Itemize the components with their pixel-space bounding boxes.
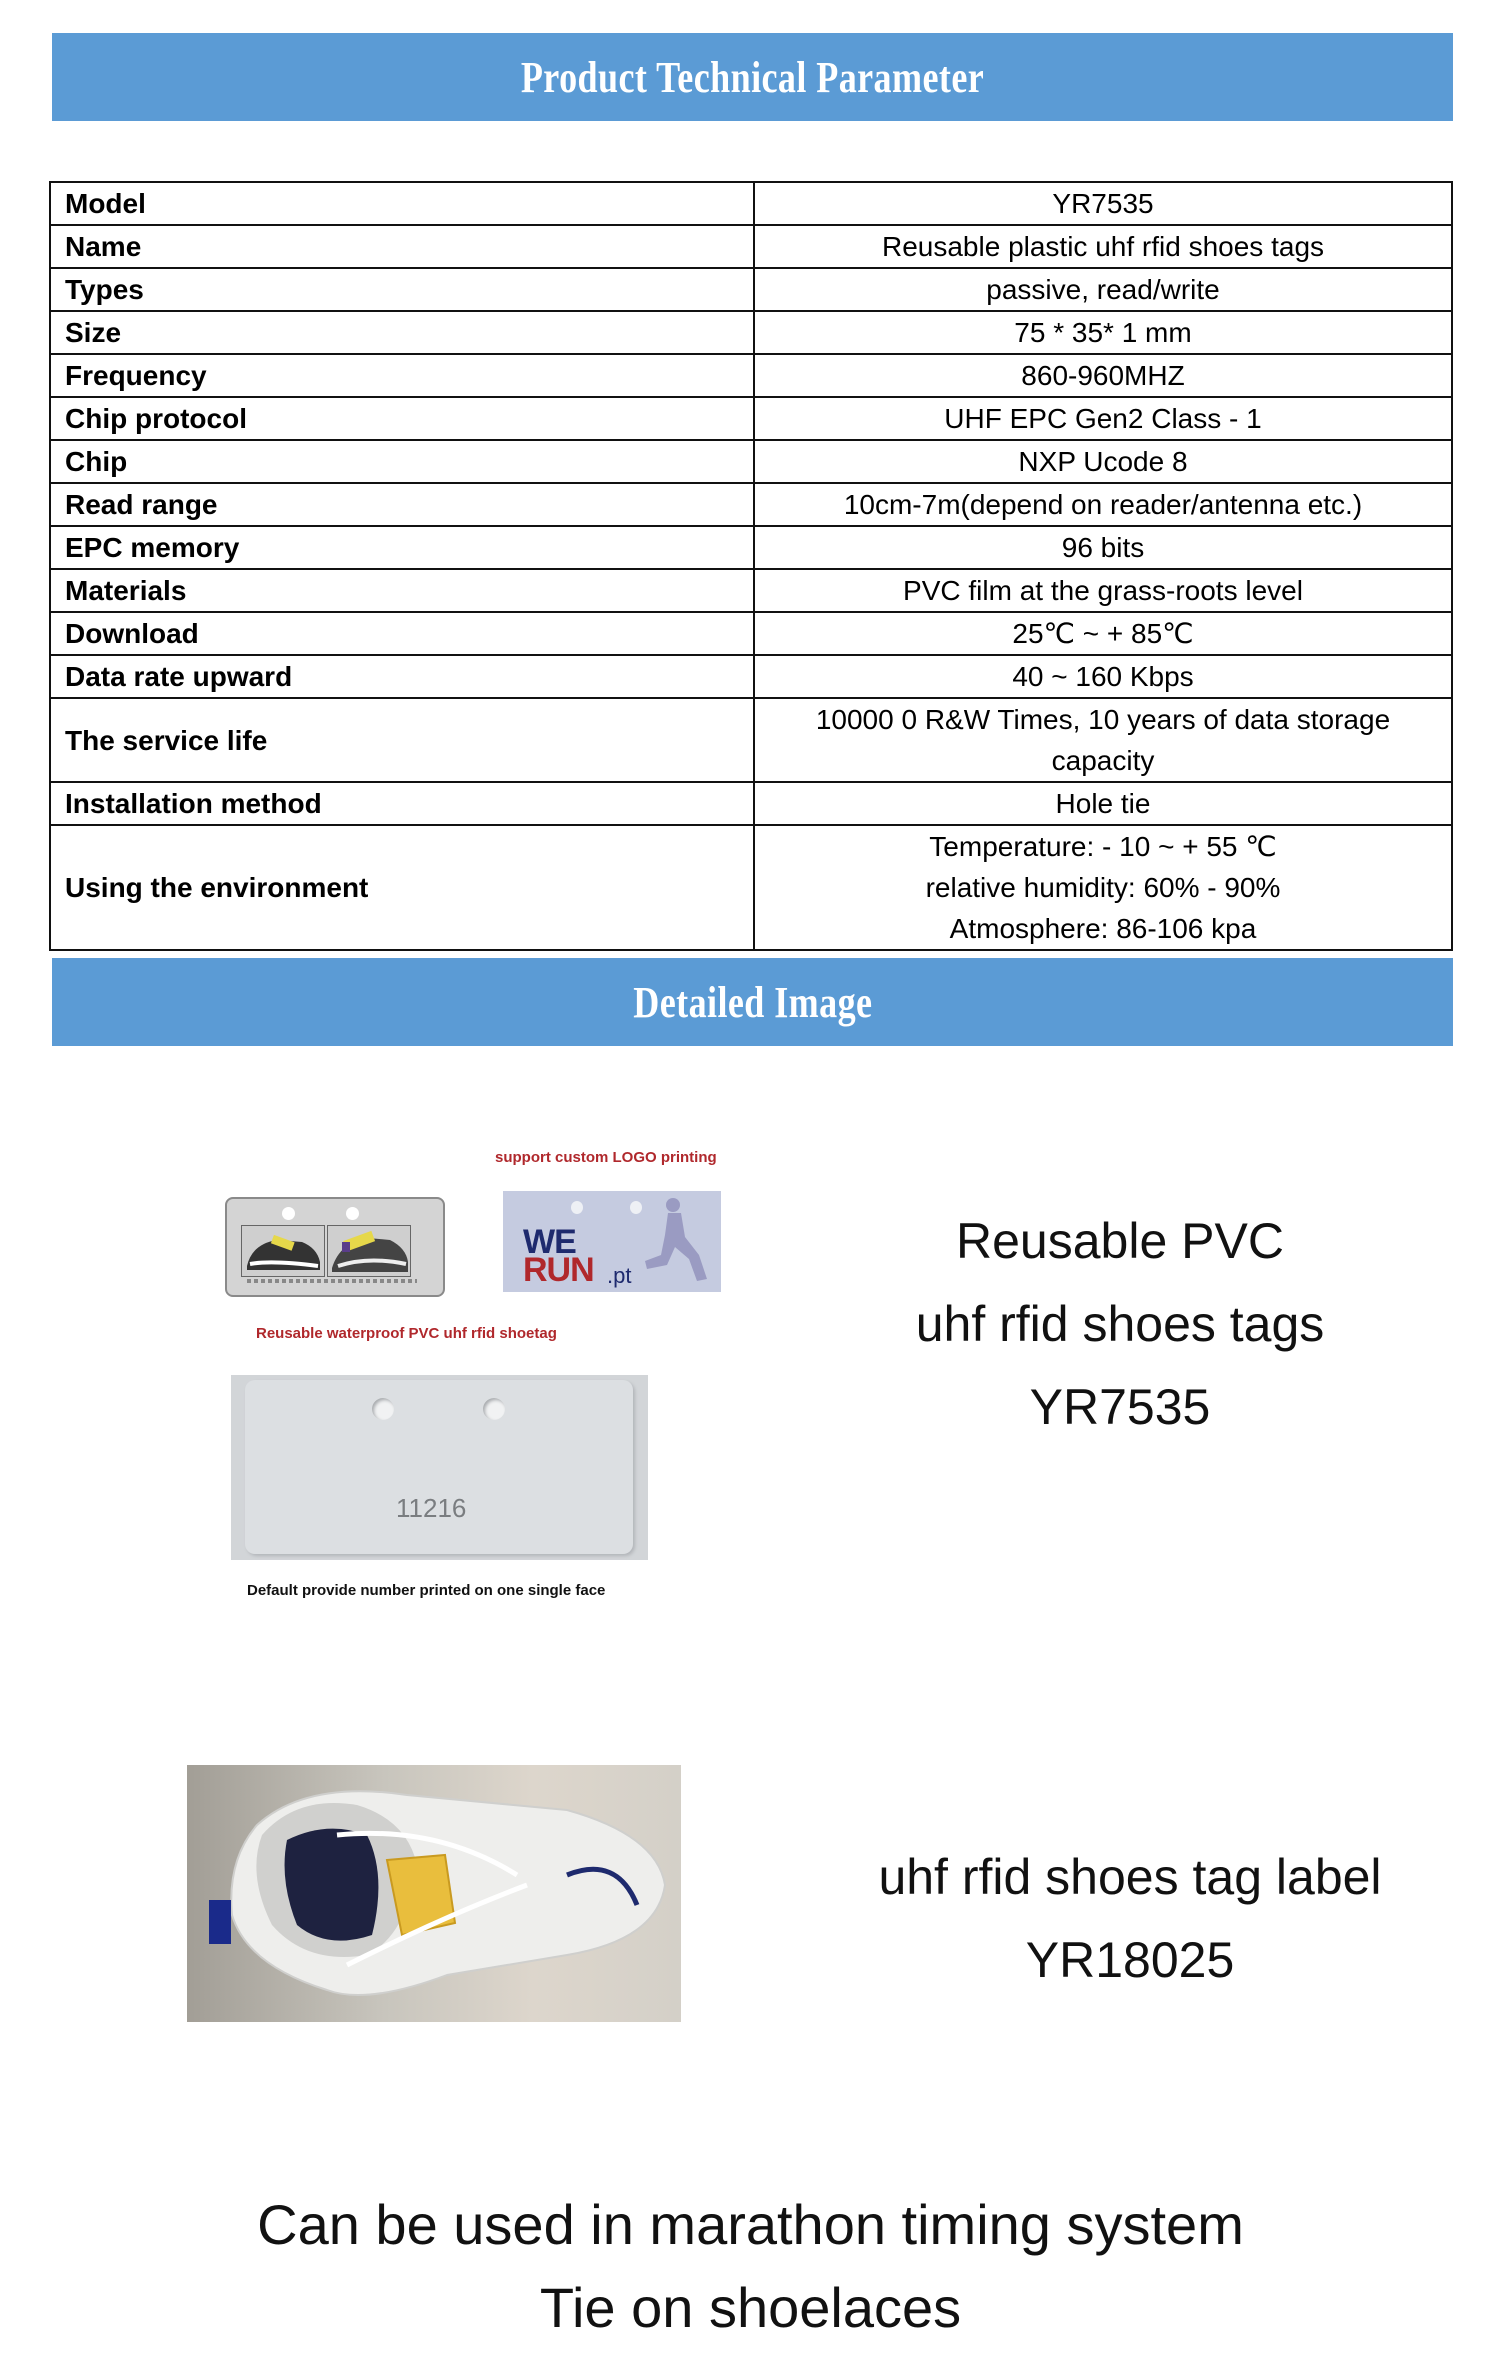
spec-value bbox=[754, 440, 1452, 483]
spec-key: Read range bbox=[50, 483, 754, 526]
runner-silhouette-icon bbox=[633, 1195, 713, 1287]
logo-suffix: .pt bbox=[607, 1263, 632, 1288]
spec-value-line: 10cm-7m(depend on reader/antenna etc.) bbox=[843, 489, 1363, 520]
spec-value bbox=[754, 182, 1452, 225]
spec-value-line: passive, read/write bbox=[986, 274, 1220, 305]
table-row bbox=[50, 526, 1452, 569]
table-row bbox=[50, 612, 1452, 655]
spec-value bbox=[754, 268, 1452, 311]
spec-value-line: 10000 0 R&W Times, 10 years of data storage bbox=[815, 704, 1391, 735]
spec-key: Installation method bbox=[50, 782, 754, 825]
section-header-parameters bbox=[52, 33, 1453, 121]
tag-illustration-shoes bbox=[225, 1197, 445, 1297]
spec-value bbox=[754, 569, 1452, 612]
spec-value-line: UHF EPC Gen2 Class - 1 bbox=[944, 403, 1262, 434]
spec-key: Data rate upward bbox=[50, 655, 754, 698]
spec-value-line: NXP Ucode 8 bbox=[1018, 446, 1188, 477]
spec-key: Frequency bbox=[50, 354, 754, 397]
spec-value-line: 25℃ ~ + 85℃ bbox=[1012, 618, 1194, 649]
table-row bbox=[50, 655, 1452, 698]
shoe-icon bbox=[242, 1226, 324, 1276]
spec-value-line: Hole tie bbox=[1055, 788, 1151, 819]
table-row bbox=[50, 440, 1452, 483]
logo-run: RUN bbox=[523, 1251, 594, 1289]
spec-value bbox=[754, 354, 1452, 397]
table-row bbox=[50, 354, 1452, 397]
spec-key: Model bbox=[50, 182, 754, 225]
spec-value-line: 96 bits bbox=[1061, 532, 1145, 563]
tag-photo-plain bbox=[231, 1375, 648, 1560]
spec-key: Materials bbox=[50, 569, 754, 612]
shoe-with-tag-photo bbox=[187, 1765, 681, 2022]
logo-we: WE bbox=[523, 1223, 576, 1261]
shoe-icon bbox=[328, 1226, 410, 1276]
shoe-icon bbox=[187, 1765, 681, 2022]
product-description-2: uhf rfid shoes tag label YR18025 bbox=[878, 1849, 1382, 1988]
spec-key: Using the environment bbox=[50, 825, 754, 950]
table-row bbox=[50, 268, 1452, 311]
spec-value-line: Reusable plastic uhf rfid shoes tags bbox=[881, 231, 1325, 262]
spec-key: The service life bbox=[50, 698, 754, 782]
spec-value-line: Atmosphere: 86-106 kpa bbox=[949, 913, 1257, 944]
tag-number: 11216 bbox=[396, 1493, 467, 1523]
table-row bbox=[50, 483, 1452, 526]
spec-value bbox=[754, 311, 1452, 354]
spec-key: Chip protocol bbox=[50, 397, 754, 440]
table-row bbox=[50, 782, 1452, 825]
tag-photo-custom-logo bbox=[503, 1191, 721, 1292]
usage-note: Can be used in marathon timing system Tie on shoelaces bbox=[257, 2193, 1244, 2339]
spec-value bbox=[754, 483, 1452, 526]
spec-value bbox=[754, 655, 1452, 698]
section-title: Product Technical Parameter bbox=[520, 52, 985, 102]
table-row bbox=[50, 569, 1452, 612]
caption-waterproof: Reusable waterproof PVC uhf rfid shoetag bbox=[256, 1325, 557, 1342]
spec-value bbox=[754, 612, 1452, 655]
spec-value bbox=[754, 397, 1452, 440]
spec-key: Types bbox=[50, 268, 754, 311]
spec-value-line: relative humidity: 60% - 90% bbox=[925, 872, 1281, 903]
spec-table bbox=[49, 181, 1453, 951]
spec-value bbox=[754, 698, 1452, 782]
table-row bbox=[50, 182, 1452, 225]
spec-value-line: Temperature: - 10 ~ + 55 ℃ bbox=[929, 831, 1277, 862]
spec-value-line: 860-960MHZ bbox=[1021, 360, 1185, 391]
spec-value bbox=[754, 825, 1452, 950]
caption-default-number: Default provide number printed on one single face bbox=[247, 1582, 606, 1599]
table-row bbox=[50, 225, 1452, 268]
spec-value-line: 75 * 35* 1 mm bbox=[1014, 317, 1192, 348]
spec-value-line: PVC film at the grass-roots level bbox=[903, 575, 1303, 606]
spec-value bbox=[754, 225, 1452, 268]
caption-logo-printing: support custom LOGO printing bbox=[495, 1149, 717, 1166]
spec-value-line: 40 ~ 160 Kbps bbox=[1012, 661, 1194, 692]
table-row bbox=[50, 311, 1452, 354]
spec-value bbox=[754, 526, 1452, 569]
spec-key: Name bbox=[50, 225, 754, 268]
spec-key: Size bbox=[50, 311, 754, 354]
table-row bbox=[50, 825, 1452, 950]
section-header-images bbox=[52, 958, 1453, 1046]
section-title: Detailed Image bbox=[632, 977, 873, 1027]
spec-value-line: capacity bbox=[1051, 745, 1155, 776]
product-description-1: Reusable PVC uhf rfid shoes tags YR7535 bbox=[915, 1213, 1325, 1435]
table-row bbox=[50, 698, 1452, 782]
spec-value bbox=[754, 782, 1452, 825]
spec-key: Download bbox=[50, 612, 754, 655]
table-row bbox=[50, 397, 1452, 440]
spec-key: Chip bbox=[50, 440, 754, 483]
spec-key: EPC memory bbox=[50, 526, 754, 569]
spec-value-line: YR7535 bbox=[1052, 188, 1154, 219]
